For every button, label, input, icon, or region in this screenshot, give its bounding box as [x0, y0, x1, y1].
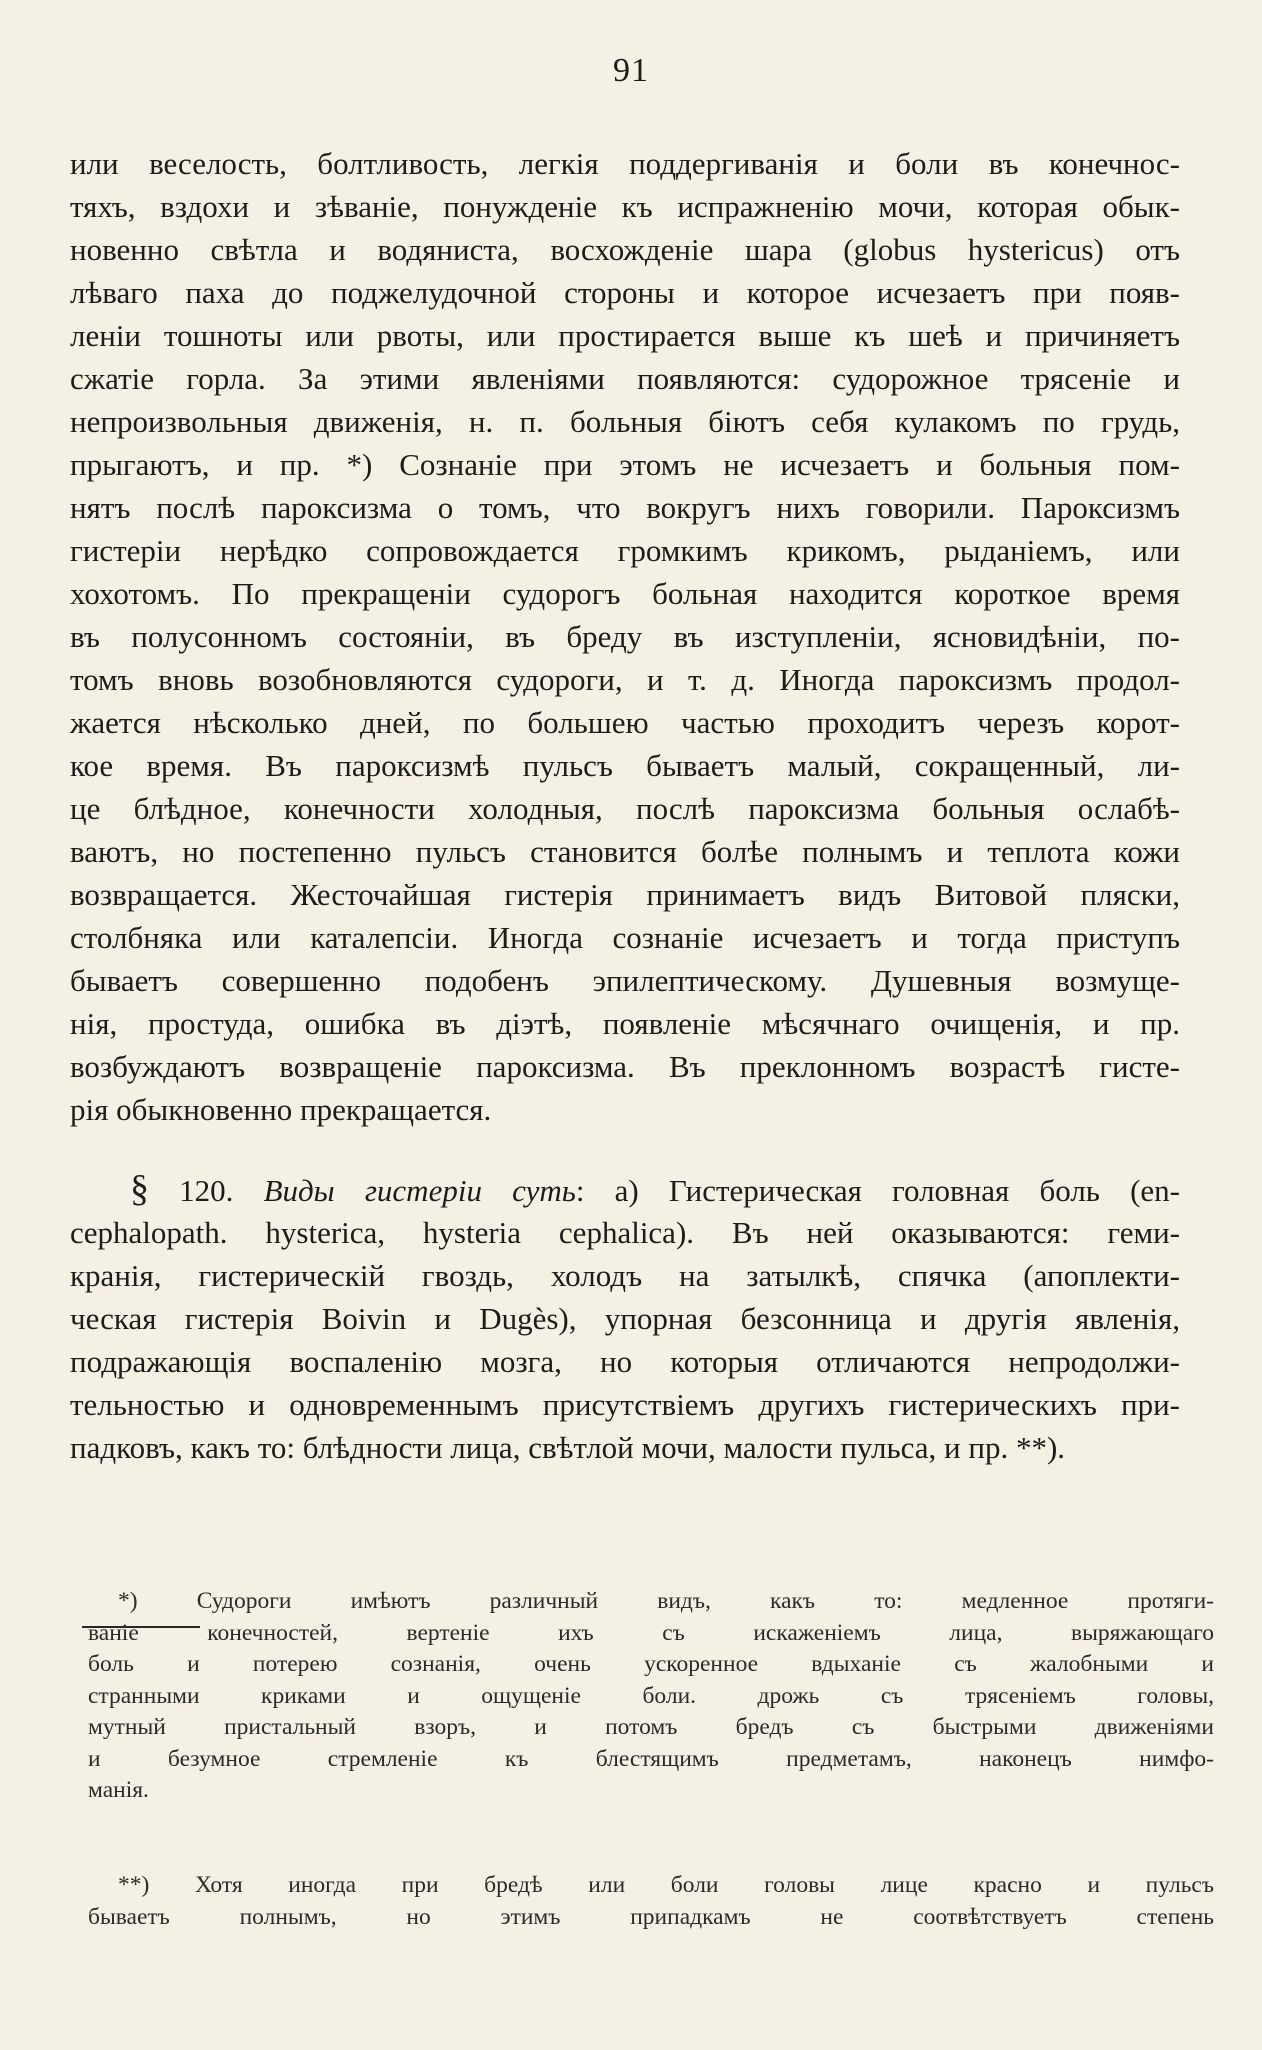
text-line: кранія, гистерическій гвоздь, холодъ на затылкѣ, спячка (апоплекти-	[70, 1258, 1180, 1293]
footnote-line: **) Хотя иногда при бредѣ или боли головы лице красно и пульсъ	[118, 1872, 1214, 1898]
footnote-line: манія.	[88, 1777, 149, 1803]
text-line: новенно свѣтла и водяниста, восхожденіе шара (globus hystericus) отъ	[70, 232, 1180, 267]
text-line: сжатіе горла. За этими явленіями появляются: судорожное трясеніе и	[70, 361, 1180, 396]
text-line: жается нѣсколько дней, по большею частью проходитъ черезъ корот-	[70, 705, 1180, 740]
text-line: хохотомъ. По прекращеніи судорогъ больная находится короткое время	[70, 576, 1180, 611]
text-line: или веселость, болтливость, легкія поддергиванія и боли въ конечнос-	[70, 146, 1180, 181]
section-number: 120.	[179, 1173, 234, 1208]
text-line: ваютъ, но постепенно пульсъ становится болѣе полнымъ и теплота кожи	[70, 834, 1180, 869]
section-120	[70, 1168, 1180, 1469]
footnote-line: *) Судороги имѣютъ различный видъ, какъ то: медленное протяги-	[118, 1588, 1214, 1614]
text-line: возвращается. Жесточайшая гистерія принимаетъ видъ Витовой пляски,	[70, 877, 1180, 912]
text-line: въ полусонномъ состояніи, въ бреду въ изступленіи, ясновидѣніи, по-	[70, 619, 1180, 654]
footnote-line: мутный пристальный взоръ, и потомъ бредъ съ быстрыми движеніями	[88, 1714, 1214, 1740]
text-line: рія обыкновенно прекращается.	[70, 1092, 492, 1127]
page-number: 91	[613, 52, 649, 89]
text-line: падковъ, какъ то: блѣдности лица, свѣтлой мочи, малости пульса, и пр. **).	[70, 1430, 1066, 1465]
text-line: бываетъ совершенно подобенъ эпилептическому. Душевныя возмуще-	[70, 963, 1180, 998]
footnote-line: боль и потерею сознанія, очень ускоренное вдыханіе съ жалобными и	[88, 1651, 1214, 1677]
text-line: тельностью и одновременнымъ присутствіемъ другихъ гистерическихъ при-	[70, 1387, 1180, 1422]
text-line: тяхъ, вздохи и зѣваніе, понужденіе къ испражненію мочи, которая обык-	[70, 189, 1180, 224]
text-line: томъ вновь возобновляются судороги, и т. д. Иногда пароксизмъ продол-	[70, 662, 1180, 697]
text-line: нятъ послѣ пароксизма о томъ, что вокругъ нихъ говорили. Пароксизмъ	[70, 490, 1180, 525]
text-line: ческая гистерія Boivin и Dugès), упорная безсонница и другія явленія,	[70, 1301, 1180, 1336]
footnote-line: бываетъ полнымъ, но этимъ припадкамъ не соотвѣтствуетъ степень	[88, 1903, 1214, 1930]
text-line: подражающія воспаленію мозга, но которыя отличаются непродолжи-	[70, 1344, 1180, 1379]
text-line: cephalopath. hysterica, hysteria cephalica). Въ ней оказываются: геми-	[70, 1215, 1180, 1250]
footnote-2	[88, 1870, 1214, 1933]
text-line: кое время. Въ пароксизмѣ пульсъ бываетъ малый, сокращенный, ли-	[70, 748, 1180, 783]
text-line: столбняка или каталепсіи. Иногда сознаніе исчезаетъ и тогда приступъ	[70, 920, 1180, 955]
text-line: леніи тошноты или рвоты, или простирается выше къ шеѣ и причиняетъ	[70, 318, 1180, 353]
text-line: непроизвольныя движенія, н. п. больныя біютъ себя кулакомъ по грудь,	[70, 404, 1180, 439]
text-line: лѣваго паха до поджелудочной стороны и которое исчезаетъ при появ-	[70, 275, 1180, 310]
paragraph-main	[70, 142, 1180, 1131]
text-line: гистеріи нерѣдко сопровождается громкимъ крикомъ, рыданіемъ, или	[70, 533, 1180, 568]
text-line: це блѣдное, конечности холодныя, послѣ пароксизма больныя ослабѣ-	[70, 791, 1180, 826]
footnote-1	[88, 1586, 1214, 1807]
section-heading-line	[70, 1168, 1180, 1211]
footnote-line: и безумное стремленіе къ блестящимъ предметамъ, наконецъ нимфо-	[88, 1745, 1214, 1772]
text-line: возбуждаютъ возвращеніе пароксизма. Въ преклонномъ возрастѣ гисте-	[70, 1049, 1180, 1084]
footnote-line: странными криками и ощущеніе боли. дрожь съ трясеніемъ головы,	[88, 1682, 1214, 1709]
section-mark: §	[130, 1168, 149, 1210]
text-line: прыгаютъ, и пр. *) Сознаніе при этомъ не исчезаетъ и больныя пом-	[70, 447, 1180, 482]
footnote-line: ваніе конечностей, вертеніе ихъ съ искаженіемъ лица, выряжающаго	[88, 1619, 1214, 1646]
section-first-line: : а) Гистерическая головная боль (en-	[575, 1173, 1180, 1208]
section-title: Виды гистеріи суть	[263, 1173, 576, 1208]
text-line: нія, простуда, ошибка въ діэтѣ, появленіе мѣсячнаго очищенія, и пр.	[70, 1006, 1180, 1041]
